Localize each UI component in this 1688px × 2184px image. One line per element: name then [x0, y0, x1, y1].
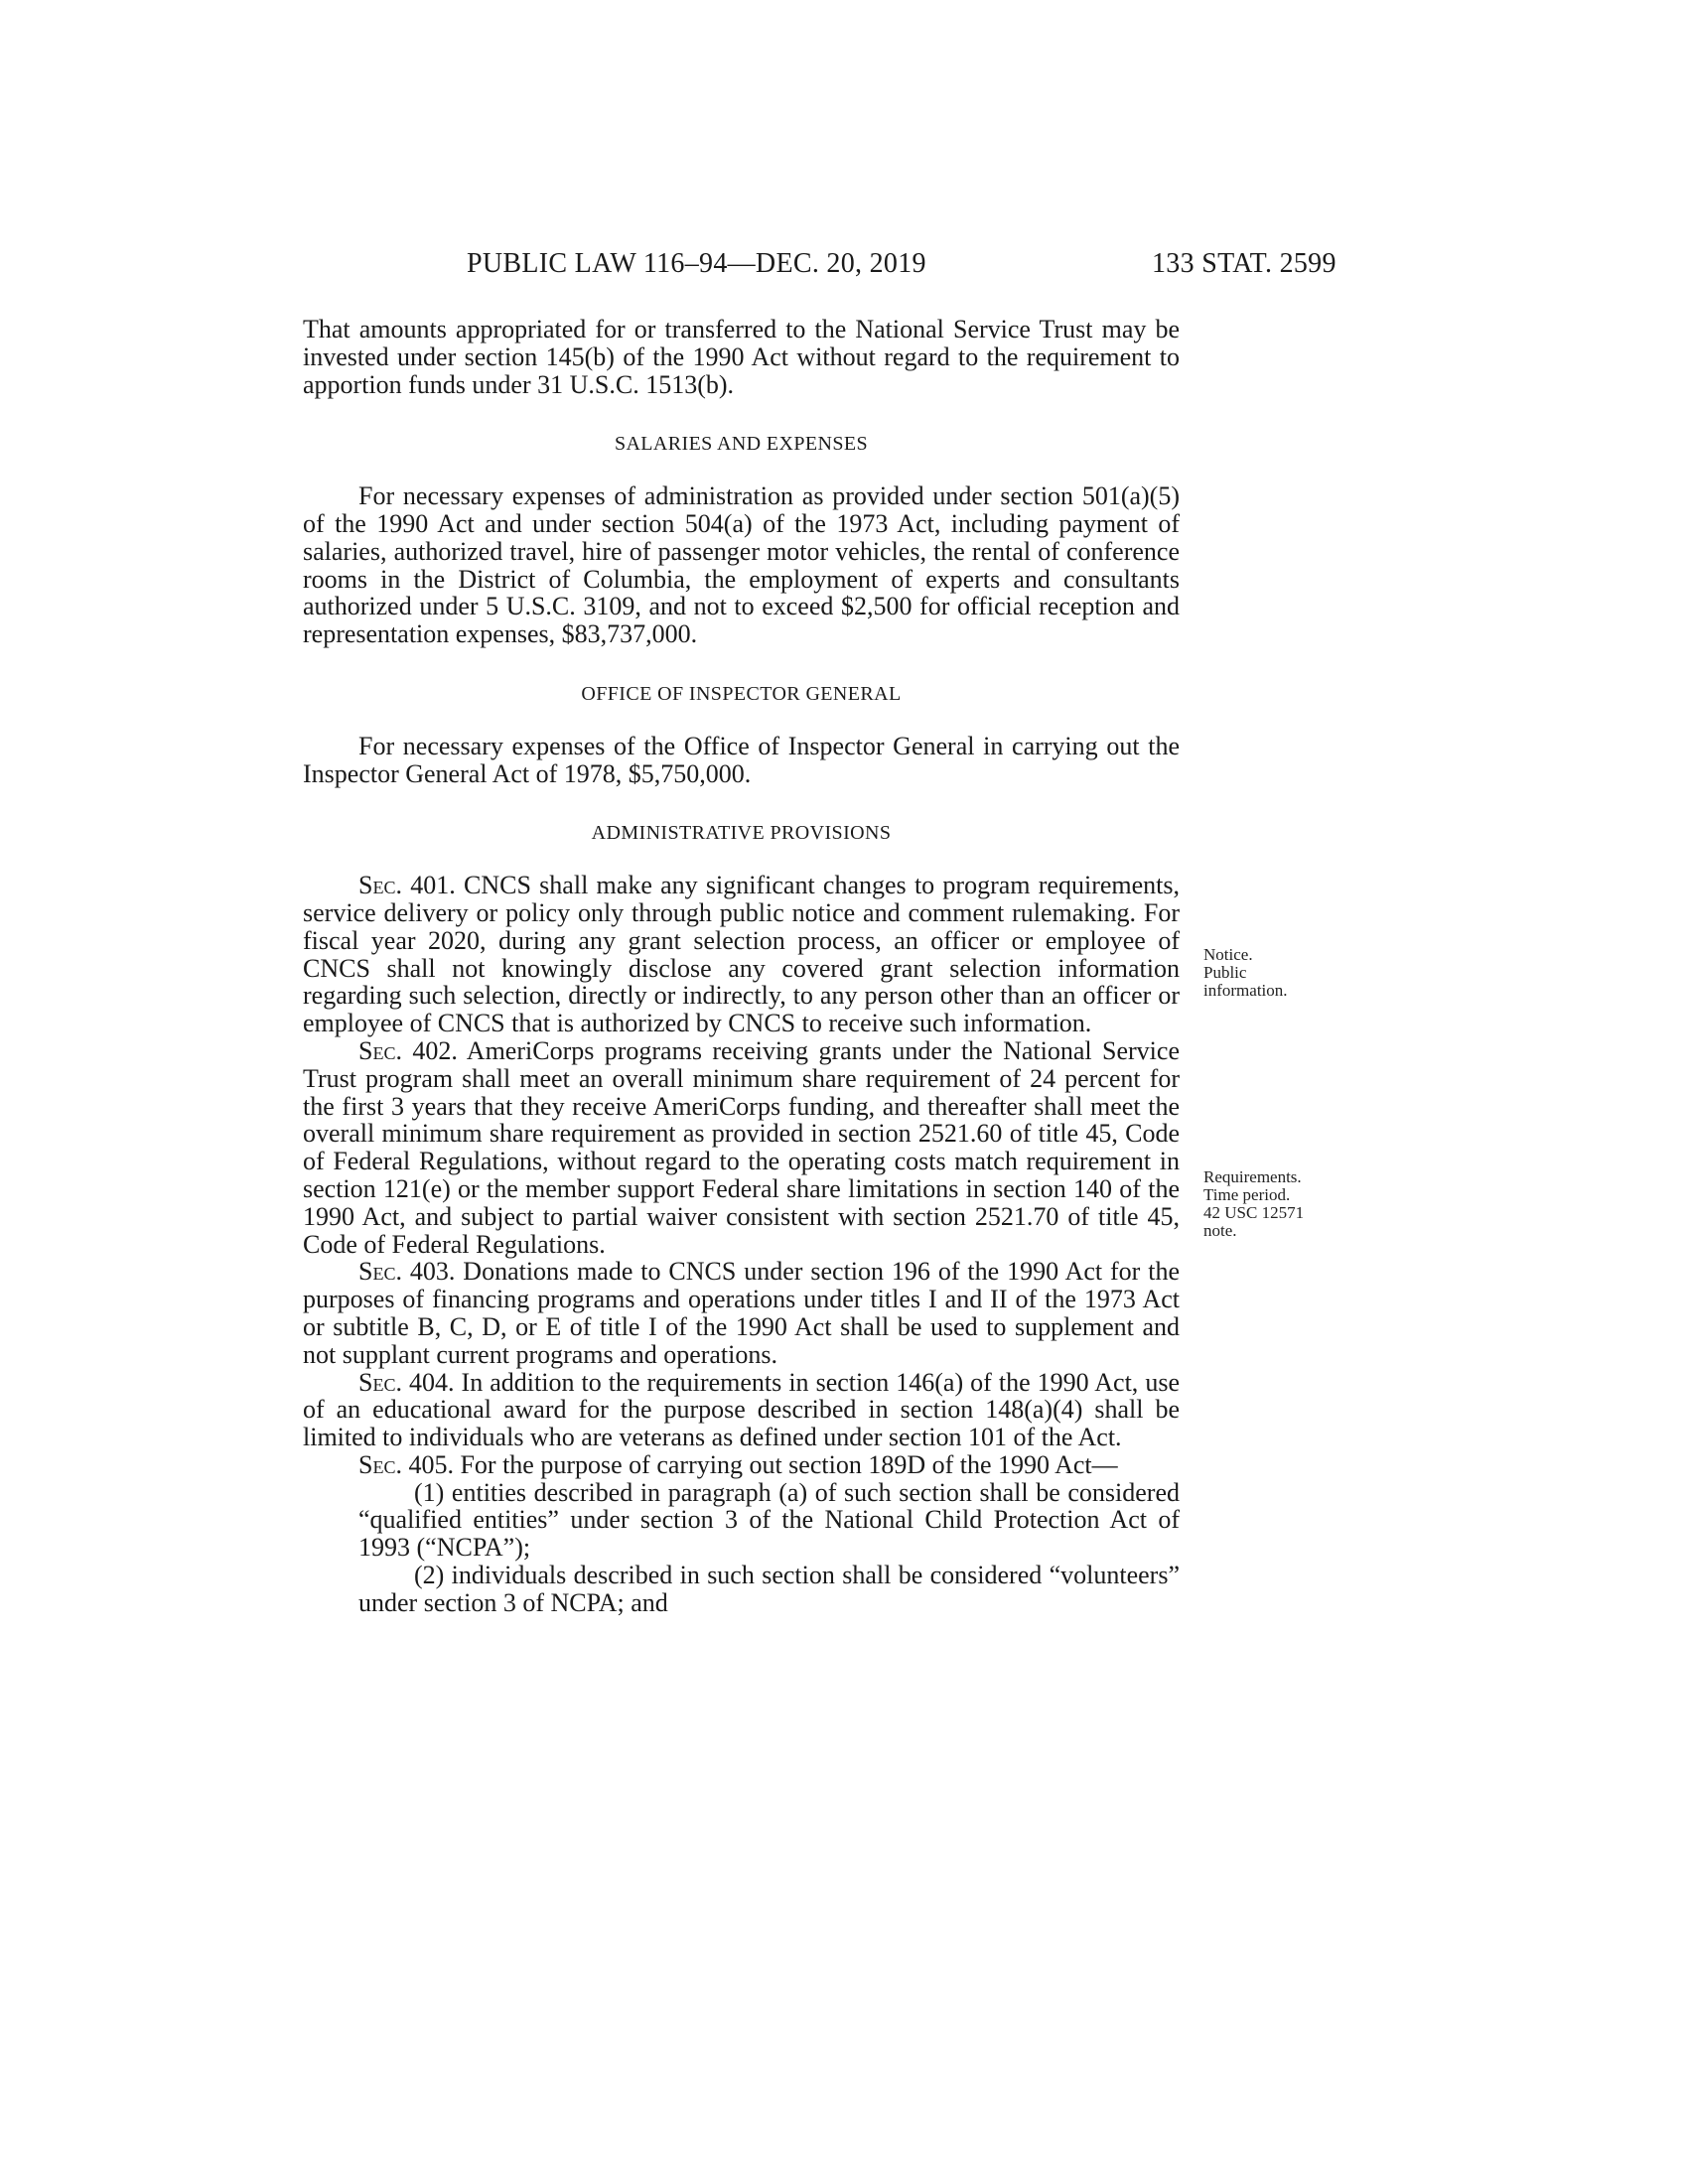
margin-note-line: Requirements. — [1203, 1167, 1302, 1186]
section-label: Sec. — [358, 1449, 402, 1479]
page-header — [0, 248, 1688, 288]
oig-paragraph: For necessary expenses of the Office of Inspector General in carrying out the Inspector General Act of 1978, $5,750,000. — [303, 731, 1180, 788]
margin-note-line: note. — [1203, 1221, 1237, 1240]
margin-note-line: Notice. — [1203, 945, 1253, 964]
section-label: Sec. — [358, 1367, 402, 1397]
margin-note-line: 42 USC 12571 — [1203, 1203, 1305, 1222]
margin-note-notice — [1203, 946, 1288, 1000]
margin-note-line: Time period. — [1203, 1185, 1291, 1204]
section-label: Sec. — [358, 1257, 402, 1287]
section-403 — [303, 1258, 1180, 1368]
section-402-text: 402. AmeriCorps programs receiving grants under the National Service Trust program shall meet an overall minimum share requirement of 24 percent for the first 3 years that they receive AmeriCorps funding, and thereafter shall meet the overall minimum share requirement as provided in section 2521.60 of title 45, Code of Federal Regulations, without regard to the operating costs match requirement in section 121(e) or the member support Federal share limitations in section 140 of the 1990 Act, and subject to partial waiver consistent with section 2521.70 of title 45, Code of Federal Regulations. — [303, 1035, 1180, 1259]
section-label: Sec. — [358, 1035, 402, 1065]
margin-note-requirements — [1203, 1168, 1304, 1240]
section-403-text: 403. Donations made to CNCS under section 196 of the 1990 Act for the purposes of financing programs and operations under titles I and II of the 1973 Act or subtitle B, C, D, or E of title I of the 1990 Act shall be used to supplement and not supplant current programs and operations. — [303, 1257, 1180, 1369]
section-405 — [303, 1451, 1180, 1479]
margin-note-line: Public — [1203, 963, 1247, 982]
paragraph-item-2: (2) individuals described in such section shall be considered “volunteers” under section 3 of NCPA; and — [358, 1561, 1180, 1617]
heading-salaries-and-expenses: SALARIES AND EXPENSES — [614, 433, 869, 456]
section-401 — [303, 872, 1180, 1037]
public-law-citation: PUBLIC LAW 116–94—DEC. 20, 2019 — [467, 248, 926, 279]
section-404-text: 404. In addition to the requirements in section 146(a) of the 1990 Act, use of an educational award for the purpose described in section 148(a)(4) shall be limited to individuals who are veterans as defined under section 101 of the Act. — [303, 1367, 1180, 1452]
intro-paragraph: That amounts appropriated for or transferred to the National Service Trust may be invested under section 145(b) of the 1990 Act without regard to the requirement to apportion funds under 31 U.S.C. 1513(b). — [303, 315, 1180, 399]
section-405-text: 405. For the purpose of carrying out section 189D of the 1990 Act— — [401, 1449, 1118, 1479]
salaries-paragraph: For necessary expenses of administration as provided under section 501(a)(5) of the 1990 Act and under section 504(a) of the 1973 Act, including payment of salaries, authorized travel, hire of passenger motor vehicles, the rental of conference rooms in the District of Columbia, the employment of experts and consultants authorized under 5 U.S.C. 3109, and not to exceed $2,500 for official reception and representation expenses, $83,737,000. — [303, 481, 1180, 649]
section-404 — [303, 1369, 1180, 1451]
statute-page-number: 133 STAT. 2599 — [1152, 248, 1336, 279]
section-402 — [303, 1037, 1180, 1258]
section-label: Sec. — [358, 871, 402, 900]
section-401-text: 401. CNCS shall make any significant changes to program requirements, service delivery or policy only through public notice and comment rulemaking. For fiscal year 2020, during any grant selection process, an officer or employee of CNCS shall not knowingly disclose any covered grant selection information regarding such selection, directly or indirectly, to any person other than an officer or employee of CNCS that is authorized by CNCS to receive such information. — [303, 871, 1180, 1038]
paragraph-item-1: (1) entities described in paragraph (a) of such section shall be considered “qualified entities” under section 3 of the National Child Protection Act of 1993 (“NCPA”); — [358, 1477, 1180, 1563]
heading-office-of-inspector-general: OFFICE OF INSPECTOR GENERAL — [581, 682, 902, 705]
law-text-body — [303, 316, 1180, 1617]
heading-administrative-provisions: ADMINISTRATIVE PROVISIONS — [591, 822, 892, 845]
margin-note-line: information. — [1203, 981, 1288, 1000]
